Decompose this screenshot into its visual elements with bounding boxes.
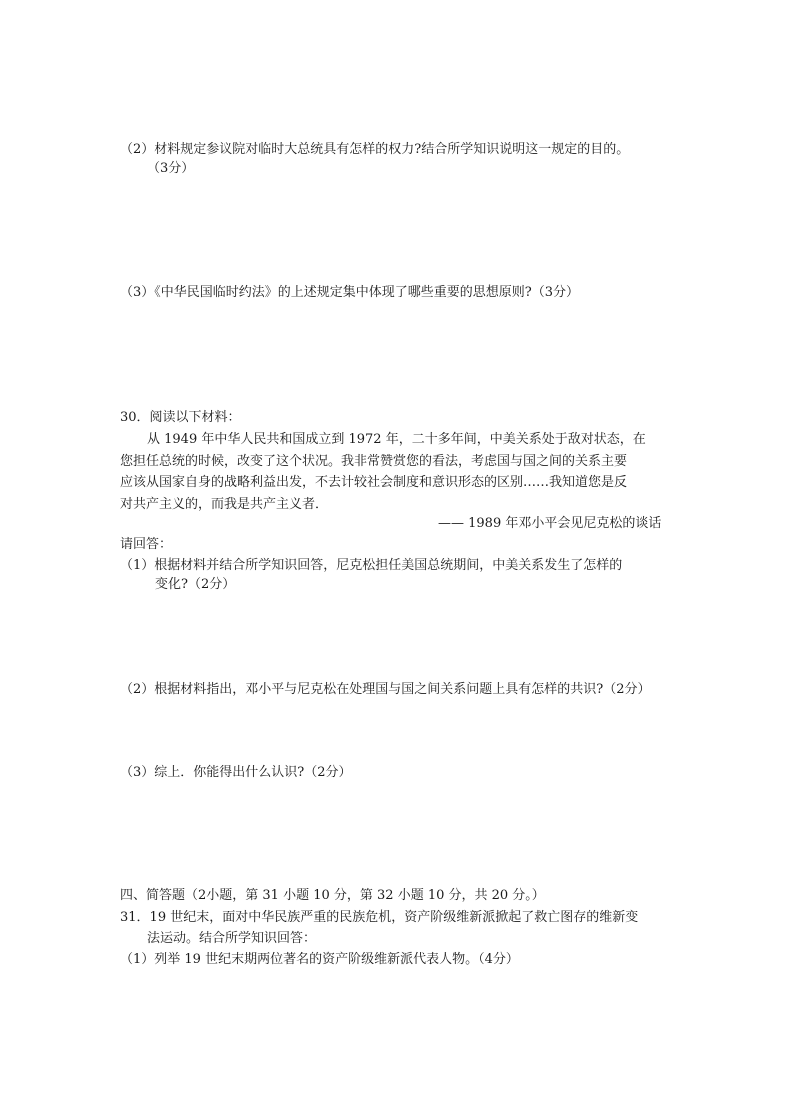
question-29-part-3: （3）《中华民国临时约法》的上述规定集中体现了哪些重要的思想原则?（3分） bbox=[120, 285, 580, 300]
q30-part1-line1: （1）根据材料并结合所学知识回答，尼克松担任美国总统期间，中美关系发生了怎样的 bbox=[120, 558, 623, 573]
q30-material-line1: 从 1949 年中华人民共和国成立到 1972 年，二十多年间，中美关系处于敌对状态，在 bbox=[147, 432, 646, 447]
q30-source: —— 1989 年邓小平会见尼克松的谈话 bbox=[438, 516, 662, 531]
q30-part1-line2: 变化?（2分） bbox=[155, 577, 236, 592]
q31-stem-line2: 法运动。结合所学知识回答： bbox=[147, 931, 317, 946]
q29-part2-line2: （3分） bbox=[147, 161, 195, 176]
section-4-heading: 四、简答题（2小题，第 31 小题 10 分，第 32 小题 10 分，共 20 分。） bbox=[120, 888, 545, 903]
q30-material-line3: 应该从国家自身的战略利益出发，不去计较社会制度和意识形态的区别……我知道您是反 bbox=[120, 475, 628, 490]
q30-part3: （3）综上．你能得出什么认识?（2分） bbox=[120, 765, 352, 780]
q31-part1: （1）列举 19 世纪末期两位著名的资产阶级维新派代表人物。（4分） bbox=[120, 952, 519, 967]
q30-stem: 30．阅读以下材料： bbox=[120, 410, 241, 425]
q30-prompt: 请回答： bbox=[120, 537, 173, 552]
q30-part2: （2）根据材料指出，邓小平与尼克松在处理国与国之间关系问题上具有怎样的共识?（2分） bbox=[120, 682, 651, 697]
q30-material-line4: 对共产主义的，而我是共产主义者． bbox=[120, 497, 329, 512]
q29-part2-line1: （2）材料规定参议院对临时大总统具有怎样的权力?结合所学知识说明这一规定的目的。 bbox=[120, 142, 630, 157]
q31-stem-line1: 31．19 世纪末，面对中华民族严重的民族危机，资产阶级维新派掀起了救亡图存的维新变 bbox=[120, 910, 639, 925]
q30-material-line2: 您担任总统的时候，改变了这个状况。我非常赞赏您的看法，考虑国与国之间的关系主要 bbox=[120, 454, 628, 469]
